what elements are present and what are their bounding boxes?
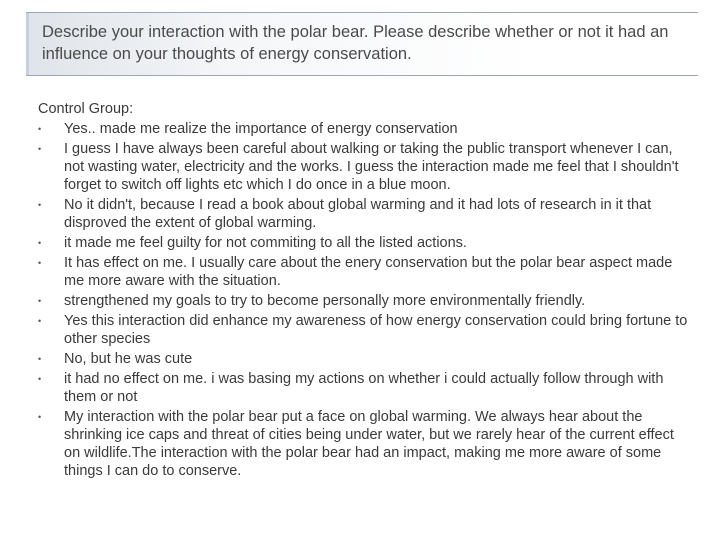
- response-item: [38, 350, 688, 368]
- bullet-icon: •: [38, 374, 42, 384]
- bullet-icon: •: [38, 200, 42, 210]
- response-text: I guess I have always been careful about walking or taking the public transport whenever I can, not wasting water, electricity and the works. I guess the interaction made me feel that I shouldn't forget to switch off lights etc which I do once in a blue moon.: [64, 141, 679, 193]
- response-item: [38, 292, 688, 310]
- bullet-icon: •: [38, 316, 42, 326]
- bullet-icon: •: [38, 354, 42, 364]
- bullet-icon: •: [38, 296, 42, 306]
- title-accent-bar: [26, 13, 29, 75]
- response-text: it made me feel guilty for not commiting to all the listed actions.: [64, 235, 467, 251]
- response-item: [38, 234, 688, 252]
- response-item: [38, 120, 688, 138]
- bullet-icon: •: [38, 144, 42, 154]
- response-text: Yes this interaction did enhance my awareness of how energy conservation could bring fortune to other species: [64, 313, 688, 347]
- slide-title-box: [26, 12, 698, 76]
- response-text: Yes.. made me realize the importance of energy conservation: [64, 121, 458, 137]
- response-text: strengthened my goals to try to become personally more environmentally friendly.: [64, 293, 586, 309]
- bullet-icon: •: [38, 238, 42, 248]
- slide-body: [38, 100, 688, 482]
- response-item: [38, 408, 688, 480]
- response-item: [38, 370, 688, 406]
- bullet-icon: •: [38, 258, 42, 268]
- group-heading: Control Group:: [38, 101, 134, 117]
- response-item: [38, 140, 688, 194]
- response-text: No, but he was cute: [64, 351, 193, 367]
- response-text: It has effect on me. I usually care about the enery conservation but the polar bear aspect made me more aware with the situation.: [64, 255, 673, 289]
- response-item: [38, 196, 688, 232]
- response-text: No it didn't, because I read a book about global warming and it had lots of research in it that disproved the extent of global warming.: [64, 197, 652, 231]
- response-text: it had no effect on me. i was basing my actions on whether i could actually follow through with them or not: [64, 371, 664, 405]
- response-text: My interaction with the polar bear put a face on global warming. We always hear about the shrinking ice caps and threat of cities being under water, but we rarely hear of the current effect on wildlife.The interaction with the polar bear had an impact, making me more aware of some things I can do to conserve.: [64, 409, 674, 479]
- response-item: [38, 312, 688, 348]
- slide-title: Describe your interaction with the polar bear. Please describe whether or not it had an influence on your thoughts of energy conservation.: [42, 23, 669, 63]
- bullet-icon: •: [38, 412, 42, 422]
- response-item: [38, 254, 688, 290]
- response-list: [38, 120, 688, 480]
- bullet-icon: •: [38, 124, 42, 134]
